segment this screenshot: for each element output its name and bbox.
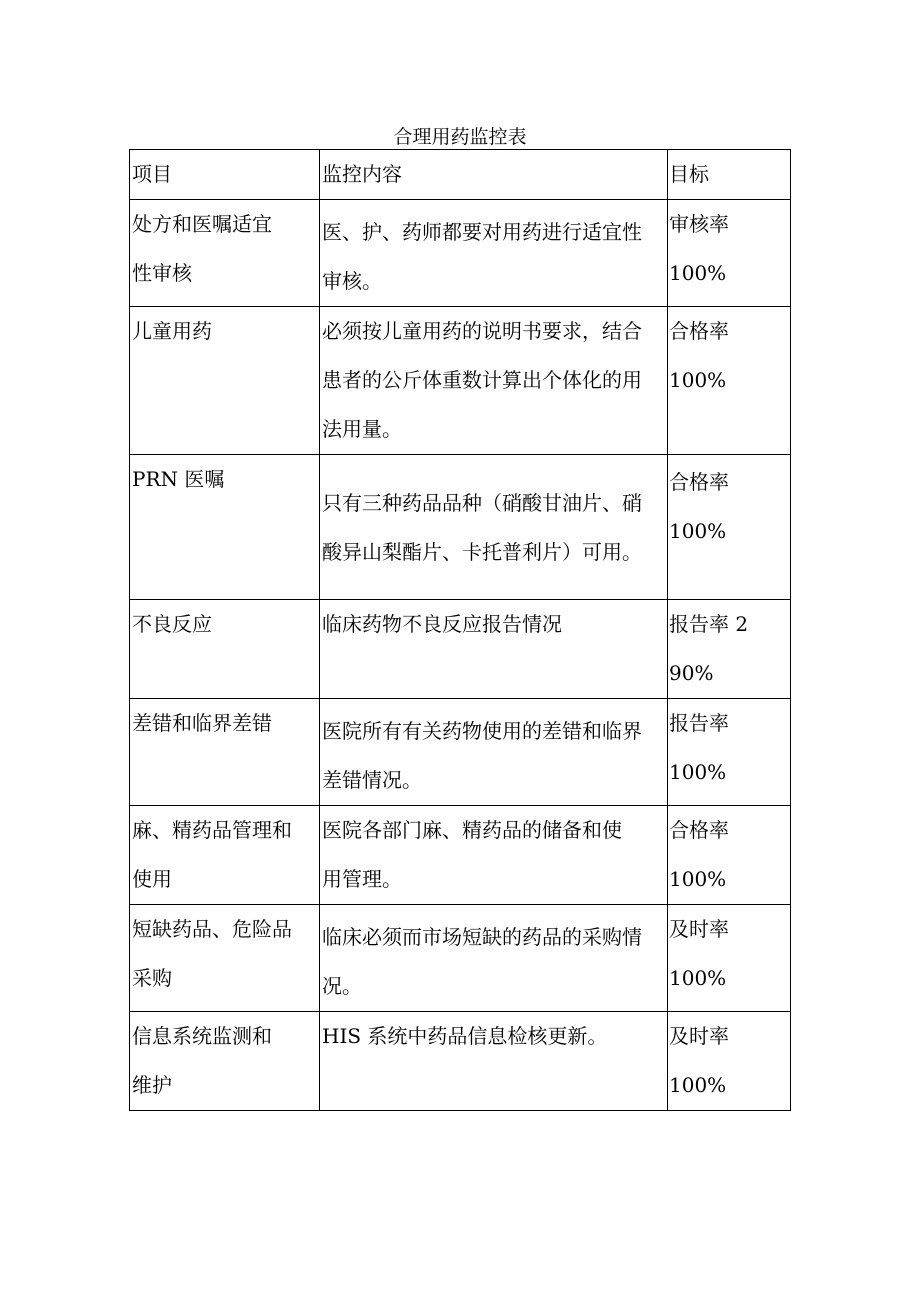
table-row	[130, 806, 791, 905]
row-target: 合格率 100%	[668, 455, 791, 600]
row-content: 临床必须而市场短缺的药品的采购情 况。	[320, 905, 668, 1012]
table-row	[130, 1012, 791, 1111]
row-item: PRN 医嘱	[130, 455, 320, 600]
row-target: 合格率 100%	[668, 806, 791, 905]
row-item: 信息系统监测和 维护	[130, 1012, 320, 1111]
row-target: 及时率 100%	[668, 1012, 791, 1111]
row-item: 不良反应	[130, 600, 320, 699]
table-row	[130, 307, 791, 455]
row-target: 及时率 100%	[668, 905, 791, 1012]
monitoring-table	[129, 149, 791, 1111]
header-target: 目标	[668, 150, 791, 200]
row-item: 麻、精药品管理和 使用	[130, 806, 320, 905]
row-target: 报告率 100%	[668, 699, 791, 806]
row-content: 必须按儿童用药的说明书要求，结合 患者的公斤体重数计算出个体化的用 法用量。	[320, 307, 668, 455]
row-target: 审核率 100%	[668, 200, 791, 307]
row-item: 短缺药品、危险品 采购	[130, 905, 320, 1012]
row-content: 只有三种药品品种（硝酸甘油片、硝 酸异山梨酯片、卡托普利片）可用。	[320, 455, 668, 600]
row-target: 合格率 100%	[668, 307, 791, 455]
table-row	[130, 600, 791, 699]
table-row	[130, 455, 791, 600]
header-item: 项目	[130, 150, 320, 200]
page-title: 合理用药监控表	[393, 126, 527, 148]
row-target: 报告率 2 90%	[668, 600, 791, 699]
table-row	[130, 699, 791, 806]
row-item: 处方和医嘱适宜 性审核	[130, 200, 320, 307]
row-item: 差错和临界差错	[130, 699, 320, 806]
row-content: 医院各部门麻、精药品的储备和使 用管理。	[320, 806, 668, 905]
row-content: 临床药物不良反应报告情况	[320, 600, 668, 699]
row-item: 儿童用药	[130, 307, 320, 455]
row-content: HIS 系统中药品信息检核更新。	[320, 1012, 668, 1111]
table-row	[130, 200, 791, 307]
header-content: 监控内容	[320, 150, 668, 200]
row-content: 医院所有有关药物使用的差错和临界 差错情况。	[320, 699, 668, 806]
table-row	[130, 905, 791, 1012]
table-header-row	[130, 150, 791, 200]
row-content: 医、护、药师都要对用药进行适宜性 审核。	[320, 200, 668, 307]
